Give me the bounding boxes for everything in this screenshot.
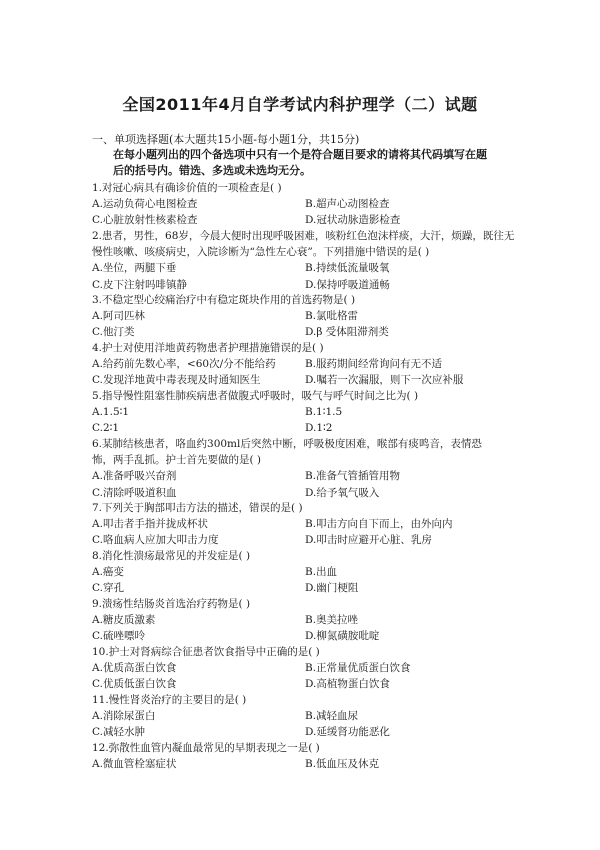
option-b: B.正常量优质蛋白饮食 bbox=[305, 662, 411, 675]
option-a: A.消除尿蛋白 bbox=[92, 710, 156, 723]
option-b: B.氯吡格雷 bbox=[305, 310, 359, 323]
option-c: C.发现洋地黄中毒表现及时通知医生 bbox=[92, 374, 261, 387]
section-heading: 一、单项选择题(本大题共15小题-每小题1分，共15分) bbox=[92, 133, 360, 146]
question-stem: 1.对冠心病具有确诊价值的一项检查是( ) bbox=[92, 182, 282, 194]
question-stem: 6.某肺结核患者，咯血约300ml后突然中断，呼吸极度困难，喉部有痰鸣音，表情恐 bbox=[92, 438, 482, 450]
question-stem: 2.患者，男性，68岁，今晨大便时出现呼吸困难，咳粉红色泡沫样痰，大汗，烦躁，既往无 bbox=[92, 230, 515, 242]
question-stem: 8.消化性溃疡最常见的并发症是( ) bbox=[92, 550, 251, 562]
option-a: A.糖皮质激素 bbox=[92, 614, 156, 627]
option-c: C.优质低蛋白饮食 bbox=[92, 678, 177, 691]
option-c: C.硫唑嘌呤 bbox=[92, 630, 145, 643]
page-title: 全国2011年4月自学考试内科护理学（二）试题 bbox=[122, 95, 478, 114]
option-b: B.奥美拉唑 bbox=[305, 614, 359, 627]
option-a: A.坐位，两腿下垂 bbox=[92, 262, 177, 275]
option-d: D.保持呼吸道通畅 bbox=[305, 278, 390, 291]
option-d: D.嘱若一次漏服，则下一次应补服 bbox=[305, 374, 464, 387]
option-d: D.延缓肾功能恶化 bbox=[305, 726, 390, 739]
option-a: A.微血管栓塞症状 bbox=[92, 758, 177, 771]
question-stem: 7.下列关于胸部叩击方法的描述，错误的是( ) bbox=[92, 502, 303, 514]
question-stem: 12.弥散性血管内凝血最常见的早期表现之一是( ) bbox=[92, 742, 320, 754]
option-d: D.β 受体阻滞剂类 bbox=[305, 326, 389, 339]
option-d: D.给予氧气吸入 bbox=[305, 486, 380, 499]
option-a: A.给药前先数心率，<60次/分不能给药 bbox=[92, 358, 276, 371]
option-a: A.运动负荷心电图检查 bbox=[92, 198, 198, 211]
question-stem: 慢性咳嗽、咳痰病史，入院诊断为“急性左心衰”。下列措施中错误的是( ) bbox=[92, 246, 430, 259]
question-stem: 怖，两手乱抓。护士首先要做的是( ) bbox=[92, 454, 262, 467]
option-b: B.叩击方向自下而上，由外向内 bbox=[305, 518, 453, 531]
question-stem: 11.慢性肾炎治疗的主要目的是( ) bbox=[92, 694, 247, 706]
option-d: D.柳氮磺胺吡啶 bbox=[305, 630, 380, 643]
option-d: D.1∶2 bbox=[305, 422, 333, 435]
option-b: B.超声心动图检查 bbox=[305, 198, 390, 211]
option-c: C.穿孔 bbox=[92, 582, 124, 595]
question-stem: 5.指导慢性阻塞性肺疾病患者做腹式呼吸时，吸气与呼气时间之比为( ) bbox=[92, 390, 419, 402]
option-a: A.1.5∶1 bbox=[92, 406, 130, 419]
option-b: B.出血 bbox=[305, 566, 338, 579]
option-d: D.叩击时应避开心脏、乳房 bbox=[305, 534, 432, 547]
option-a: A.阿司匹林 bbox=[92, 310, 145, 323]
option-c: C.他汀类 bbox=[92, 326, 135, 339]
question-stem: 10.护士对肾病综合征患者饮食指导中正确的是( ) bbox=[92, 646, 320, 658]
question-stem: 9.溃疡性结肠炎首选治疗药物是( ) bbox=[92, 598, 251, 610]
option-a: A.优质高蛋白饮食 bbox=[92, 662, 177, 675]
option-a: A.叩击者手指并拢成杯状 bbox=[92, 518, 208, 531]
option-c: C.皮下注射吗啡镇静 bbox=[92, 278, 187, 291]
option-c: C.2∶1 bbox=[92, 422, 120, 435]
option-d: D.冠状动脉造影检查 bbox=[305, 214, 401, 227]
option-b: B.低血压及休克 bbox=[305, 758, 380, 771]
option-d: D.高植物蛋白饮食 bbox=[305, 678, 390, 691]
option-c: C.咯血病人应加大叩击力度 bbox=[92, 534, 219, 547]
instructions: 在每小题列出的四个备选项中只有一个是符合题目要求的请将其代码填写在题后的括号内。错选、多选或未选均无分。 bbox=[113, 148, 487, 177]
question-stem: 4.护士对使用洋地黄药物患者护理措施错误的是( ) bbox=[92, 342, 324, 354]
option-b: B.准备气管插管用物 bbox=[305, 470, 401, 483]
question-stem: 3.不稳定型心绞痛治疗中有稳定斑块作用的首选药物是( ) bbox=[92, 294, 356, 306]
option-b: B.服药期间经常询问有无不适 bbox=[305, 358, 443, 371]
option-c: C.清除呼吸道积血 bbox=[92, 486, 177, 499]
option-c: C.减轻水肿 bbox=[92, 726, 145, 739]
option-a: A.准备呼吸兴奋剂 bbox=[92, 470, 177, 483]
option-d: D.幽门梗阻 bbox=[305, 582, 359, 595]
option-c: C.心脏放射性核素检查 bbox=[92, 214, 198, 227]
option-b: B.持续低流量吸氧 bbox=[305, 262, 390, 275]
option-b: B.减轻血尿 bbox=[305, 710, 359, 723]
option-a: A.癌变 bbox=[92, 566, 124, 579]
option-b: B.1∶1.5 bbox=[305, 406, 343, 419]
